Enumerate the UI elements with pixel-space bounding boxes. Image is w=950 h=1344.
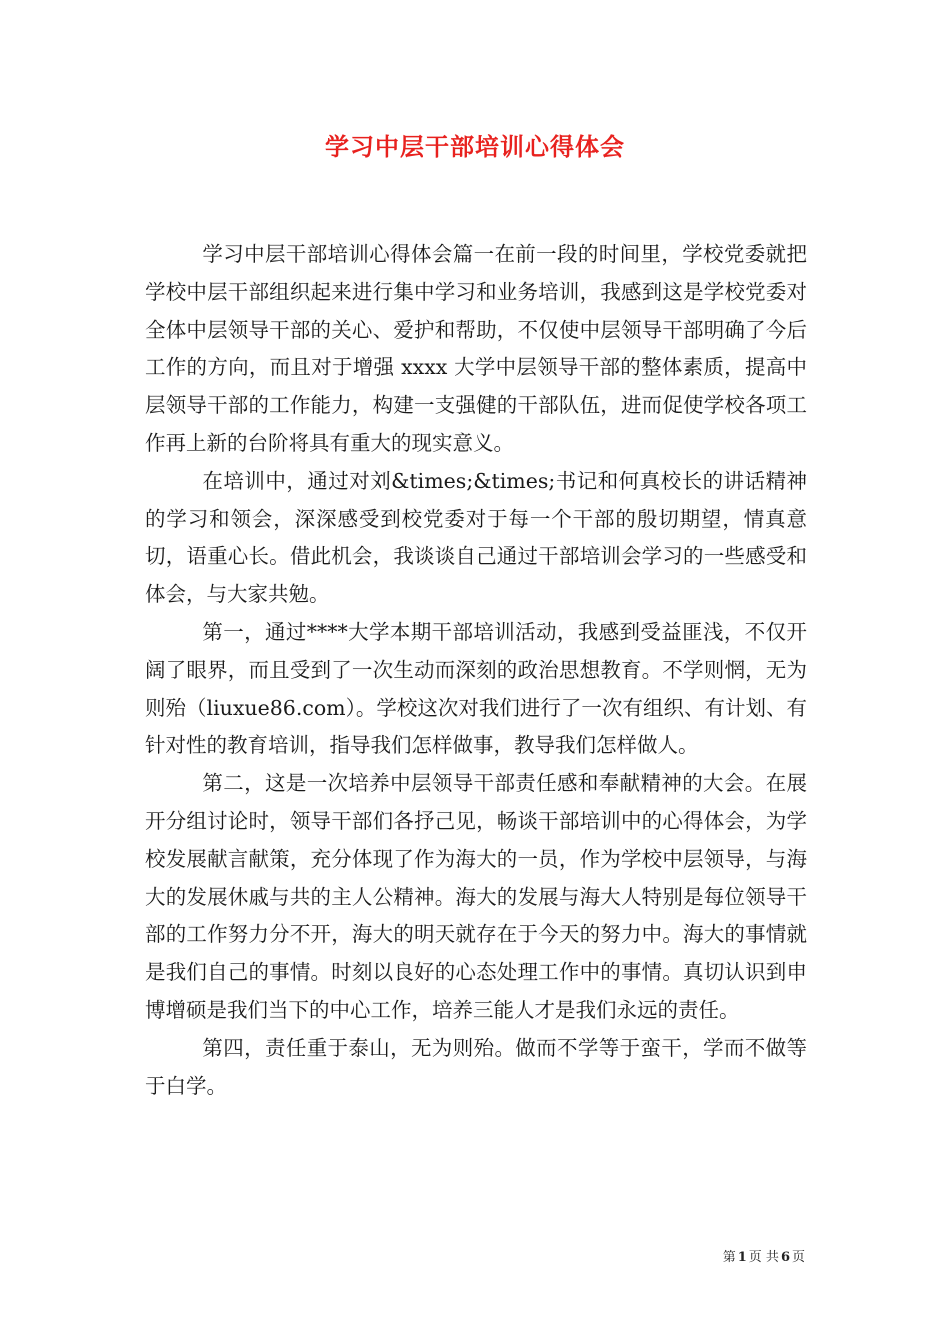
total-pages-number: 6 [780, 1250, 790, 1265]
document-body [145, 236, 807, 1105]
document-title: 学习中层干部培训心得体会 [325, 132, 625, 161]
paragraph: 第四，责任重于泰山，无为则殆。做而不学等于蛮干，学而不做等于白学。 [145, 1035, 807, 1098]
page-number-footer [723, 1246, 805, 1265]
footer-suffix: 页 [791, 1250, 805, 1265]
paragraph: 学习中层干部培训心得体会篇一在前一段的时间里，学校党委就把学校中层干部组织起来进行集中学习和业务培训，我感到这是学校党委对全体中层领导干部的关心、爱护和帮助，不仅使中层领导干部明确了今后工作的方向，而且对于增强 xxxx 大学中层领导干部的整体素质，提高中层领导干部的工作能力，构建一支强健的干部队伍，进而促使学校各项工作再上新的台阶将具有重大的现实意义。 [145, 242, 807, 455]
footer-prefix: 第 [722, 1250, 736, 1265]
paragraph: 在培训中，通过对刘&times;&times;书记和何真校长的讲话精神的学习和领会，深深感受到校党委对于每一个干部的殷切期望，情真意切，语重心长。借此机会，我谈谈自己通过干部培训会学习的一些感受和体会，与大家共勉。 [145, 468, 807, 607]
paragraph: 第二，这是一次培养中层领导干部责任感和奉献精神的大会。在展开分组讨论时，领导干部们各抒己见，畅谈干部培训中的心得体会，为学校发展献言献策，充分体现了作为海大的一员，作为学校中层领导，与海大的发展休戚与共的主人公精神。海大的发展与海大人特别是每位领导干部的工作努力分不开，海大的明天就存在于今天的努力中。海大的事情就是我们自己的事情。时刻以良好的心态处理工作中的事情。真切认识到申博增硕是我们当下的中心工作，培养三能人才是我们永远的责任。 [145, 771, 807, 1022]
paragraph: 第一，通过****大学本期干部培训活动，我感到受益匪浅，不仅开阔了眼界，而且受到了一次生动而深刻的政治思想教育。不学则惘，无为则殆（liuxue86.com）。学校这次对我们进行了一次有组织、有计划、有针对性的教育培训，指导我们怎样做事，教导我们怎样做人。 [145, 619, 807, 758]
footer-middle: 页 共 [748, 1250, 779, 1265]
current-page-number: 1 [737, 1250, 747, 1265]
